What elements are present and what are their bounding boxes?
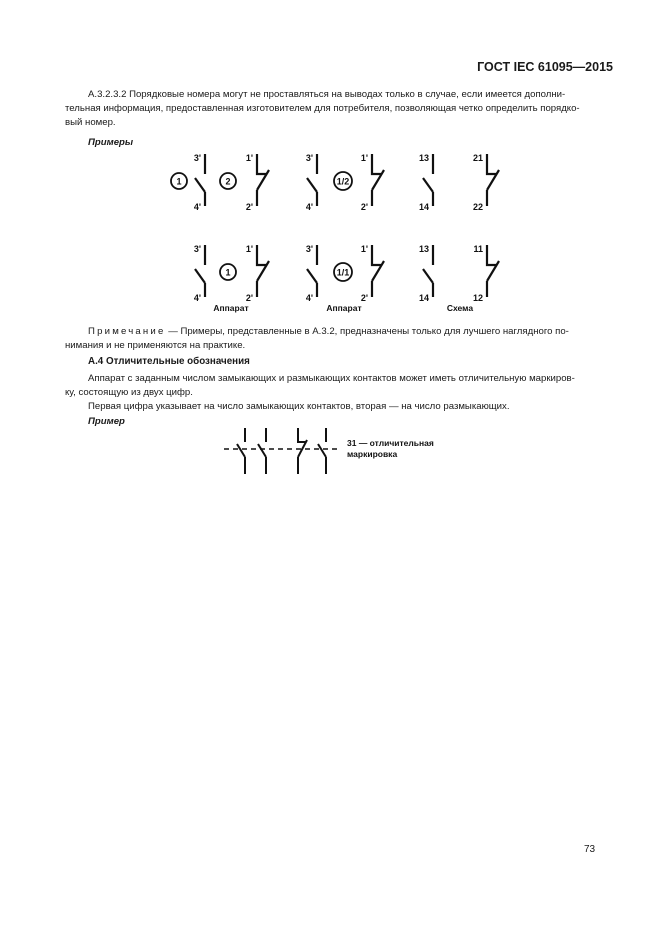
terminal-label-bottom: 2' (360, 202, 368, 212)
terminal-label-bottom: 14 (418, 202, 429, 212)
terminal-label-bottom: 2' (360, 293, 368, 303)
distinctive-marking-annotation: 31 — отличительная (347, 438, 434, 448)
normally-open-contact (318, 428, 326, 474)
normally-open-contact (237, 428, 245, 474)
figure-caption: Схема (446, 303, 474, 313)
terminal-label-top: 21 (472, 153, 483, 163)
figure-caption: Аппарат (213, 303, 249, 313)
paragraph-line-1: А.3.2.3.2 Порядковые номера могут не проставляться на выводах только в случае, если имеется дополни- (88, 89, 566, 100)
normally-open-contact (258, 428, 266, 474)
sequence-number: 1 (176, 176, 182, 187)
terminal-label-bottom: 4' (305, 202, 313, 212)
normally-closed-contact (298, 428, 307, 474)
terminal-label-bottom: 22 (472, 202, 483, 212)
sequence-number: 1/2 (336, 176, 350, 187)
terminal-label-top: 1' (245, 153, 253, 163)
paragraph-line-2: тельная информация, предоставленная изготовителем для потребителя, позволяющая четко определить порядко- (65, 103, 580, 115)
page-number: 73 (584, 844, 596, 855)
terminal-label-top: 1' (360, 244, 368, 254)
terminal-label-bottom: 14 (418, 293, 429, 303)
terminal-label-bottom: 4' (305, 293, 313, 303)
terminal-label-bottom: 4' (193, 293, 201, 303)
terminal-label-top: 3' (305, 244, 313, 254)
sequence-number: 1/1 (336, 267, 350, 278)
note-text-2: нимания и не применяются на практике. (65, 340, 246, 352)
terminal-label-bottom: 4' (193, 202, 201, 212)
terminal-label-top: 11 (473, 244, 483, 254)
sequence-number: 1 (225, 267, 231, 278)
paragraph-line-3: вый номер. (65, 117, 116, 129)
terminal-label-top: 1' (245, 244, 253, 254)
terminal-label-bottom: 2' (245, 293, 253, 303)
examples-label: Примеры (88, 137, 134, 148)
terminal-label-top: 1' (360, 153, 368, 163)
terminal-label-top: 3' (193, 153, 201, 163)
terminal-label-top: 13 (418, 153, 429, 163)
figure-caption: Аппарат (326, 303, 362, 313)
standard-header: ГОСТ IEC 61095—2015 (477, 60, 613, 74)
terminal-label-top: 3' (193, 244, 201, 254)
a4-text-2: ку, состоящую из двух цифр. (65, 387, 193, 399)
note-text-1: — Примеры, представленные в А.3.2, предназначены только для лучшего наглядного по- (165, 326, 569, 337)
section-a4-title: А.4 Отличительные обозначения (88, 356, 250, 367)
a4-text-1: Аппарат с заданным числом замыкающих и размыкающих контактов может иметь отличительную маркиров- (88, 373, 575, 384)
sequence-number: 2 (225, 176, 231, 187)
terminal-label-bottom: 2' (245, 202, 253, 212)
terminal-label-top: 3' (305, 153, 313, 163)
note-label: Примечание (88, 326, 166, 337)
terminal-label-top: 13 (418, 244, 429, 254)
example-label: Пример (88, 416, 125, 427)
terminal-label-bottom: 12 (472, 293, 483, 303)
distinctive-marking-annotation: маркировка (347, 449, 398, 459)
a4-text-3: Первая цифра указывает на число замыкающих контактов, вторая — на число размыкающих. (88, 401, 510, 413)
